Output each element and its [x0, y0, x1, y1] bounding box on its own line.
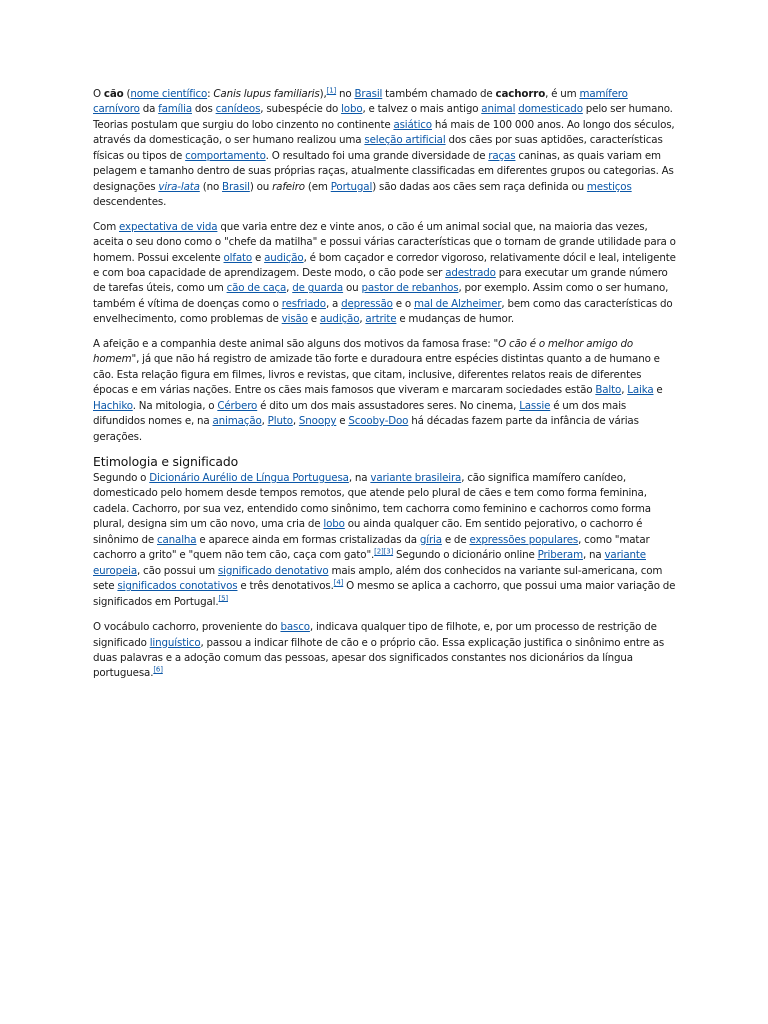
species-name: Canis lupus familiaris	[213, 88, 320, 100]
article-body	[93, 87, 677, 691]
ref-4[interactable]: [4]	[333, 578, 344, 587]
text: e	[252, 251, 265, 264]
link-mamifero[interactable]: mamífero	[579, 88, 628, 100]
link-comportamento[interactable]: comportamento	[185, 149, 266, 162]
text: O	[93, 88, 104, 100]
link-basco[interactable]: basco	[280, 621, 310, 634]
text: e	[307, 313, 320, 326]
link-olfato[interactable]: olfato	[223, 251, 253, 264]
link-audicao-2[interactable]: audição	[319, 313, 360, 326]
link-snoopy[interactable]: Snoopy	[298, 415, 337, 428]
link-canideos[interactable]: canídeos	[215, 103, 261, 116]
text: e aparece ainda em formas cristalizadas da	[196, 533, 420, 546]
text: ,	[286, 282, 293, 295]
text: Com	[93, 220, 119, 233]
text: ,	[292, 415, 299, 428]
text: mais amplo, além dos conhecidos na variante sul-americana, com sete	[93, 564, 663, 593]
link-racas[interactable]: raças	[488, 149, 516, 162]
text: ou ainda qualquer cão. Em sentido pejorativo, o cachorro é sinônimo de	[93, 518, 643, 546]
link-animal[interactable]: animal	[481, 103, 516, 116]
text: para executar um grande número de tarefas úteis, como um	[93, 266, 668, 295]
link-hachiko[interactable]: Hachiko	[93, 399, 133, 412]
text: (em	[304, 180, 331, 193]
text: da	[139, 103, 159, 116]
link-brasil[interactable]: Brasil	[354, 88, 383, 100]
text: , passou a indicar filhote de cão e o próprio cão. Essa explicação justifica o sinônimo entre as duas palavras e a adoção comum das pessoas, apesar dos significados constantes nos dicionários da língua portuguesa.	[93, 636, 665, 680]
text: , bem como das características do envelhecimento, como problemas de	[93, 297, 673, 326]
link-animacao[interactable]: animação	[212, 415, 262, 428]
text: ,	[261, 415, 268, 428]
text: é um dos mais difundidos nomes e, na	[93, 399, 627, 428]
text: . O resultado foi uma grande diversidade de	[265, 149, 489, 162]
link-artrite[interactable]: artrite	[365, 313, 397, 326]
link-brasil-2[interactable]: Brasil	[222, 180, 250, 193]
text: A afeição e a companhia deste animal são alguns dos motivos da famosa frase: "	[93, 337, 499, 350]
link-significado-denotativo[interactable]: significado denotativo	[217, 564, 329, 577]
term-cachorro: cachorro	[495, 88, 546, 100]
term-rafeiro: rafeiro	[272, 180, 305, 193]
link-expressoes-populares[interactable]: expressões populares	[469, 533, 579, 546]
text: e	[336, 415, 349, 428]
link-balto[interactable]: Balto	[595, 384, 622, 397]
text: há mais de 100 000 anos. Ao longo dos séculos, através da domesticação, o ser humano realizou uma	[93, 118, 675, 147]
ref-6[interactable]: [6]	[153, 665, 163, 674]
etymology-paragraph	[93, 471, 677, 610]
ref-2-3[interactable]: [2][3]	[374, 547, 394, 556]
text: . Na mitologia, o	[132, 399, 218, 412]
link-lobo[interactable]: lobo	[341, 103, 363, 116]
ref-5[interactable]: [5]	[218, 594, 228, 603]
text: , subespécie do	[260, 103, 342, 116]
link-adestrado[interactable]: adestrado	[445, 266, 496, 279]
text: pelo ser humano. Teorias postulam que surgiu do lobo cinzento no continente	[93, 103, 673, 131]
text: que varia entre dez e vinte anos, o cão é um animal social que, na maioria das vezes, aceita o seu dono como o "chefe da matilha" e possui várias características que o tornam de grande utilidade para o homem. Possui excelente	[93, 220, 676, 264]
link-de-guarda[interactable]: de guarda	[292, 282, 344, 295]
section-heading-etimologia: Etimologia e significado	[93, 453, 239, 469]
text: dos	[191, 103, 216, 116]
link-scooby-doo[interactable]: Scooby-Doo	[348, 415, 409, 428]
link-cerbero[interactable]: Cérbero	[217, 399, 258, 412]
text: e de	[441, 533, 470, 546]
text: ,	[621, 384, 628, 397]
link-variante-brasileira[interactable]: variante brasileira	[370, 471, 462, 484]
text: , a	[325, 297, 342, 310]
link-dicionario-aurelio[interactable]: Dicionário Aurélio de Língua Portuguesa	[149, 471, 349, 484]
text: , cão significa mamífero canídeo, domesticado pelo homem desde tempos remotos, que atende pelo plural de cães e tem como forma feminina, cadela. Cachorro, por sua vez, entendido como sinônimo, tem cachorra como feminino e cachorros como forma plural, designa sim um cão novo, uma cria de	[93, 471, 651, 531]
link-depressao[interactable]: depressão	[341, 297, 393, 310]
text: e três denotativos.	[237, 580, 334, 593]
link-linguistico[interactable]: linguístico	[149, 636, 201, 649]
text: ) ou	[249, 180, 273, 193]
link-domesticado[interactable]: domesticado	[518, 103, 583, 116]
characteristics-paragraph	[93, 220, 677, 328]
text: , por exemplo. Assim como o ser humano, também é vítima de doenças como o	[93, 282, 669, 310]
famous-quote: O cão é o melhor amigo do homem	[93, 337, 633, 366]
link-selecao-artificial[interactable]: seleção artificial	[364, 134, 446, 147]
text: , indicava qualquer tipo de filhote, e, por um processo de restrição de significado	[93, 621, 657, 649]
text: ", já que não há registro de amizade tão forte e duradoura entre espécies distintas quanto a de humano e cão. Esta relação figura em filmes, livros e revistas, que citam, inclusive, diferentes relatos reais de diferentes épocas e em várias nações. Entre os cães mais famosos que viveram e marcaram sociedades estão	[93, 353, 660, 397]
text: e	[653, 384, 663, 397]
link-vira-lata[interactable]: vira-lata	[158, 180, 200, 193]
text: dos cães por suas aptidões, características físicas ou tipos de	[93, 134, 663, 162]
link-laika[interactable]: Laika	[627, 384, 654, 397]
link-mesticos[interactable]: mestiços	[586, 180, 632, 193]
text: O mesmo se aplica a cachorro, que possui uma maior variação de significados em Portugal.	[93, 580, 676, 608]
link-cao-de-caca[interactable]: cão de caça	[226, 282, 287, 295]
text: Segundo o	[93, 471, 150, 484]
link-carnivoro[interactable]: carnívoro	[93, 103, 140, 116]
text: ) são dadas aos cães sem raça definida ou	[372, 180, 587, 193]
text: e o	[392, 297, 414, 310]
text: ),	[319, 88, 327, 100]
companionship-paragraph	[93, 337, 677, 445]
link-nome-cientifico[interactable]: nome científico	[130, 88, 208, 100]
text: há décadas fazem parte da infância de várias gerações.	[93, 415, 639, 443]
text: , como "matar cachorro a grito" e "quem não tem cão, caça com gato".	[93, 533, 650, 562]
intro-paragraph	[93, 87, 677, 211]
link-asiatico[interactable]: asiático	[393, 118, 432, 131]
text: , cão possui um	[137, 564, 218, 577]
link-portugal[interactable]: Portugal	[330, 180, 373, 193]
link-mal-de-alzheimer[interactable]: mal de Alzheimer	[413, 297, 502, 310]
text: no	[336, 88, 355, 100]
text: é dito um dos mais assustadores seres. No cinema,	[257, 399, 520, 412]
link-lobo-2[interactable]: lobo	[323, 518, 345, 531]
text: e mudanças de humor.	[396, 313, 514, 326]
text: , é bom caçador e corredor vigoroso, relativamente dócil e leal, inteligente e com boa capacidade de aprendizagem. Deste modo, o cão pode ser	[93, 251, 676, 279]
link-priberam[interactable]: Priberam	[537, 549, 583, 562]
text: (no	[199, 180, 223, 193]
vocabulary-paragraph	[93, 620, 677, 682]
link-pastor-de-rebanhos[interactable]: pastor de rebanhos	[361, 282, 459, 295]
text: , é um	[545, 88, 580, 100]
link-familia[interactable]: família	[158, 103, 192, 116]
text: O vocábulo cachorro, proveniente do	[93, 621, 281, 634]
link-visao[interactable]: visão	[281, 313, 308, 326]
text: descendentes.	[93, 196, 167, 209]
text: (	[123, 88, 131, 100]
text: ,	[359, 313, 366, 326]
link-expectativa-de-vida[interactable]: expectativa de vida	[119, 220, 218, 233]
text: , e talvez o mais antigo	[362, 103, 482, 116]
ref-1[interactable]: [1]	[326, 86, 337, 95]
link-giria[interactable]: gíria	[419, 533, 442, 546]
text: caninas, as quais variam em pelagem e tamanho dentro de suas próprias raças, atualmente classificadas em diferentes grupos ou categorias. As designações	[93, 149, 674, 193]
link-lassie[interactable]: Lassie	[519, 399, 551, 412]
text: , na	[348, 471, 371, 484]
text: também chamado de	[382, 88, 496, 100]
link-variante-europeia[interactable]: variante europeia	[93, 549, 646, 577]
text: Segundo o dicionário online	[393, 549, 538, 562]
link-audicao[interactable]: audição	[264, 251, 304, 264]
link-resfriado[interactable]: resfriado	[281, 297, 326, 310]
link-canalha[interactable]: canalha	[157, 533, 197, 546]
text: , na	[582, 549, 605, 562]
link-pluto[interactable]: Pluto	[267, 415, 293, 428]
link-significados-conotativos[interactable]: significados conotativos	[117, 580, 238, 593]
term-cao: cão	[103, 88, 124, 100]
text: :	[207, 88, 214, 100]
text: ou	[343, 282, 362, 295]
